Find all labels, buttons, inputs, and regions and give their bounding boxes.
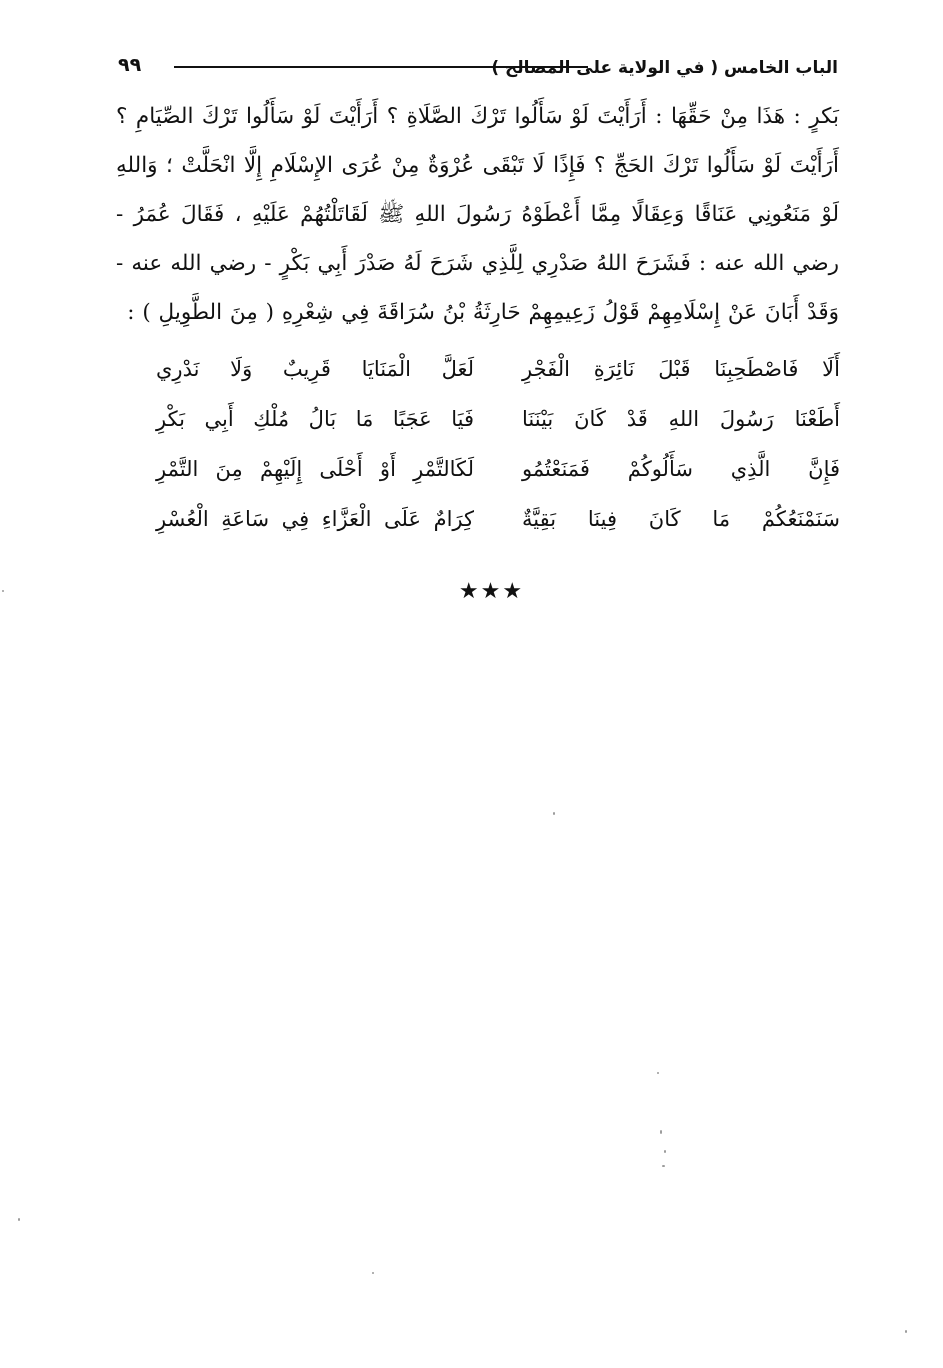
scan-speck	[905, 1330, 907, 1333]
poem-second-hemistich: كِرَامٌ عَلَى الْعَزَّاءِ فِي سَاعَةِ الْعُسْرِ	[156, 507, 474, 531]
poem-second-hemistich: لَكَالتَّمْرِ أَوْ أَحْلَى إِلَيْهِمْ مِنَ التَّمْرِ	[156, 457, 474, 481]
header-rule	[174, 66, 588, 68]
page-header	[118, 52, 838, 82]
scan-speck	[553, 812, 555, 815]
poem-second-hemistich: فَيَا عَجَبًا مَا بَالُ مُلْكِ أَبِي بَكْرِ	[156, 407, 474, 431]
poem-verse	[156, 344, 840, 394]
poem-first-hemistich: سَنَمْنَعُكُمْ مَا كَانَ فِينَا بَقِيَّةٌ	[522, 507, 840, 531]
page-number: ٩٩	[118, 54, 142, 76]
poem-verse	[156, 394, 840, 444]
poem-verse	[156, 494, 840, 544]
poem-first-hemistich: أَطَعْنَا رَسُولَ اللهِ قَدْ كَانَ بَيْنَنَا	[522, 407, 840, 431]
poem-first-hemistich: فَإِنَّ الَّذِي سَأَلُوكُمْ فَمَنَعْتُمُو	[522, 457, 840, 481]
section-separator-stars: ★★★	[458, 579, 525, 604]
scan-speck	[662, 1165, 665, 1167]
scan-speck	[657, 1072, 659, 1074]
poem	[156, 344, 840, 544]
poem-second-hemistich: لَعَلَّ الْمَنَايَا قَرِيبٌ وَلَا نَدْرِي	[156, 357, 474, 381]
scan-speck	[2, 590, 4, 592]
poem-verse	[156, 444, 840, 494]
scan-speck	[664, 1150, 666, 1153]
scan-speck	[18, 1218, 20, 1221]
running-title: الباب الخامس ( في الولاية على المصالح )	[491, 58, 838, 78]
scan-speck	[660, 1130, 662, 1134]
body-paragraph: بَكرٍ : هَذَا مِنْ حَقِّهَا : أَرَأَيْتَ لَوْ سَأَلُوا تَرْكَ الصَّلَاةِ ؟ أَرَأَيْتَ لَوْ سَأَلُوا تَرْكَ الصِّيَامِ ؟ أَرَأَيْتَ لَوْ سَأَلُوا تَرْكَ الحَجِّ ؟ فَإِذًا لَا تَبْقَى عُرْوَةٌ مِنْ عُرَى الإِسْلَامِ إِلَّا انْحَلَّتْ ؛ وَاللهِ لَوْ مَنَعُونِي عَنَاقًا وَعِقَالًا مِمَّا أَعْطَوْهُ رَسُولَ اللهِ ﷺ لَقَاتَلْتُهُمْ عَلَيْهِ ، فَقَالَ عُمَرُ - رضي الله عنه : فَشَرَحَ اللهُ صَدْرِي لِلَّذِي شَرَحَ لَهُ صَدْرَ أَبِي بَكْرٍ - رضي الله عنه - وَقَدْ أَبَانَ عَنْ إِسْلَامِهِمْ قَوْلُ زَعِيمِهِمْ حَارِثَةُ بْنُ سُرَاقَةَ فِي شِعْرِهِ ( مِنَ الطَّوِيلِ ) :	[116, 104, 839, 325]
scan-speck	[372, 1272, 374, 1274]
poem-first-hemistich: أَلَا فَاصْطَحِبِنَا قَبْلَ نَائِرَةِ الْفَجْرِ	[522, 357, 840, 381]
